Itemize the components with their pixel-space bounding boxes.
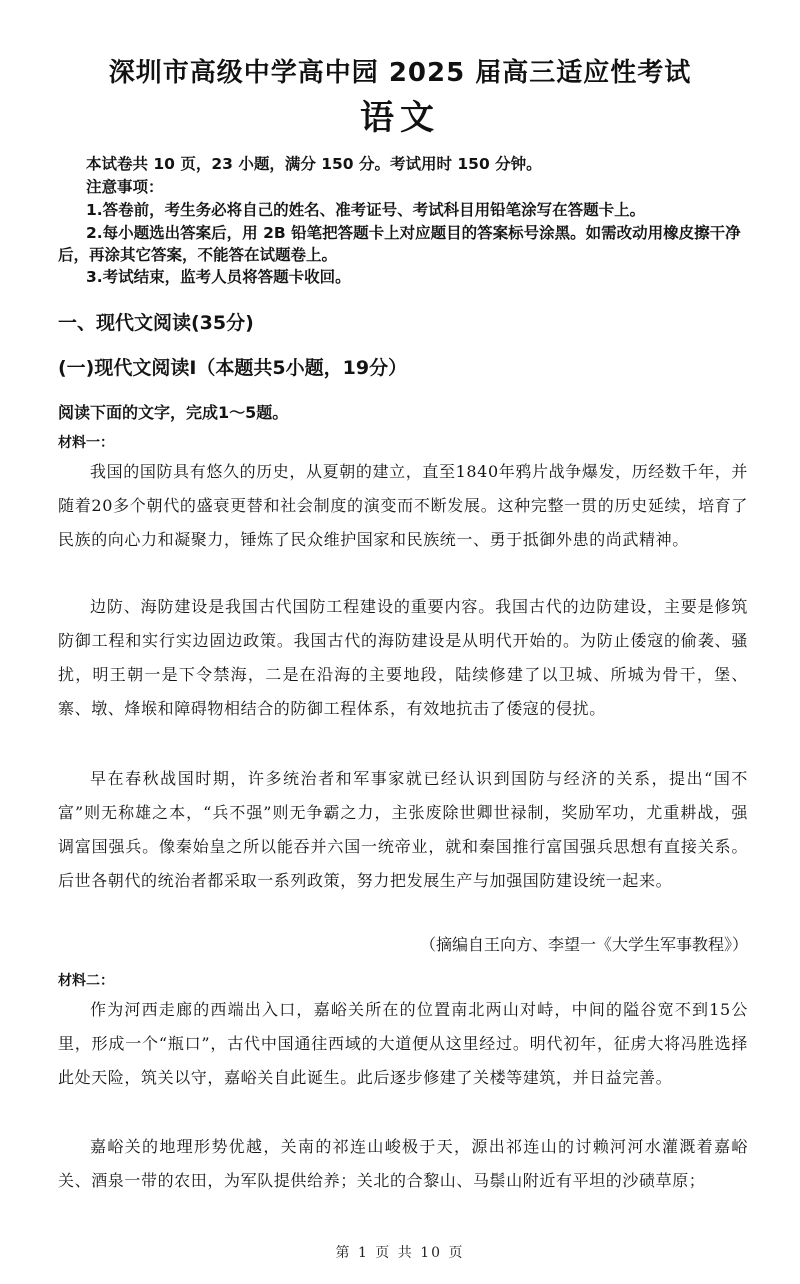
section-subtitle: (一)现代文阅读Ⅰ（本题共5小题，19分） (58, 357, 408, 379)
notice-item-3: 3.考试结束，监考人员将答题卡收回。 (86, 268, 351, 286)
page-footer: 第 1 页 共 10 页 (335, 1245, 465, 1261)
material-1-paragraph: 边防、海防建设是我国古代国防工程建设的重要内容。我国古代的边防建设，主要是修筑防御工程和实行实边固边政策。我国古代的海防建设是从明代开始的。为防止倭寇的偷袭、骚扰，明王朝一是下令禁海，二是在沿海的主要地段，陆续修建了以卫城、所城为骨干，堡、寨、墩、烽堠和障碍物相结合的防御工程体系，有效地抗击了倭寇的侵扰。 (58, 597, 748, 718)
notice-item-2: 2.每小题选出答案后，用 2B 铅笔把答题卡上对应题目的答案标号涂黑。如需改动用橡皮擦干净后，再涂其它答案，不能答在试题卷上。 (58, 224, 741, 264)
material-2-paragraph: 嘉峪关的地理形势优越，关南的祁连山峻极于天，源出祁连山的讨赖河河水灌溉着嘉峪关、酒泉一带的农田，为军队提供给养；关北的合黎山、马鬃山附近有平坦的沙碛草原； (58, 1137, 748, 1190)
material-1-paragraph: 早在春秋战国时期，许多统治者和军事家就已经认识到国防与经济的关系，提出“国不富”则无称雄之本，“兵不强”则无争霸之力，主张废除世卿世禄制，奖励军功，尤重耕战，强调富国强兵。像秦始皇之所以能吞并六国一统帝业，就和秦国推行富国强兵思想有直接关系。后世各朝代的统治者都采取一系列政策，努力把发展生产与加强国防建设统一起来。 (58, 769, 748, 890)
subject-title: 语文 (360, 98, 440, 138)
material-2-label: 材料二： (58, 973, 114, 989)
material-1-label: 材料一： (58, 435, 114, 451)
material-1-paragraph: 我国的国防具有悠久的历史，从夏朝的建立，直至1840年鸦片战争爆发，历经数千年，并随着20多个朝代的盛衰更替和社会制度的演变而不断发展。这种完整一贯的历史延续，培育了民族的向心力和凝聚力，锤炼了民众维护国家和民族统一、勇于抵御外患的尚武精神。 (58, 462, 748, 549)
notice-heading: 注意事项： (86, 178, 164, 196)
reading-instruction: 阅读下面的文字，完成1～5题。 (58, 403, 289, 422)
section-title: 一、现代文阅读(35分) (58, 312, 254, 334)
material-1-source: （摘编自王向方、李望一《大学生军事教程》） (419, 935, 748, 954)
notice-item-1: 1.答卷前，考生务必将自己的姓名、准考证号、考试科目用铅笔涂写在答题卡上。 (86, 201, 646, 219)
exam-title: 深圳市高级中学高中园 2025 届高三适应性考试 (108, 58, 692, 88)
material-2-paragraph: 作为河西走廊的西端出入口，嘉峪关所在的位置南北两山对峙，中间的隘谷宽不到15公里，形成一个“瓶口”，古代中国通往西域的大道便从这里经过。明代初年，征虏大将冯胜选择此处天险，筑关以守，嘉峪关自此诞生。此后逐步修建了关楼等建筑，并日益完善。 (58, 1000, 748, 1087)
notice-summary: 本试卷共 10 页，23 小题，满分 150 分。考试用时 150 分钟。 (86, 155, 542, 173)
